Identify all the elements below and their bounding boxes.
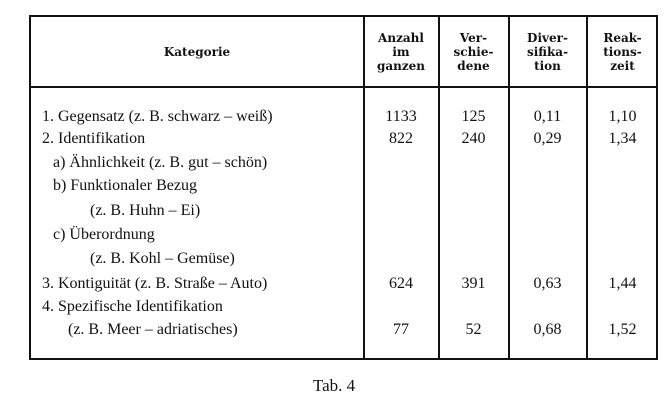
data-table [29, 15, 658, 360]
row-label: a) Ähnlichkeit (z. B. gut – schön) [53, 154, 268, 171]
cell-diversifikation: 0,29 [533, 130, 562, 147]
cell-reaktionszeit: 1,34 [608, 130, 637, 147]
table-caption: Tab. 4 [312, 376, 356, 395]
row-label: c) Überordnung [53, 226, 155, 243]
row-label: 3. Kontiguität (z. B. Straße – Auto) [42, 275, 268, 292]
cell-diversifikation: 0,68 [533, 321, 562, 338]
row-label: (z. B. Huhn – Ei) [90, 202, 201, 219]
cell-anzahl: 1133 [385, 108, 417, 125]
header-verschiedene: Ver- schie- dene [453, 30, 494, 73]
row-label: (z. B. Kohl – Gemüse) [90, 250, 235, 267]
cell-reaktionszeit: 1,52 [608, 321, 637, 338]
cell-reaktionszeit: 1,44 [608, 275, 637, 292]
cell-verschiedene: 391 [461, 275, 486, 292]
cell-diversifikation: 0,11 [533, 108, 562, 125]
cell-diversifikation: 0,63 [533, 275, 562, 292]
cell-verschiedene: 52 [465, 321, 482, 338]
row-label: b) Funktionaler Bezug [53, 177, 197, 194]
cell-verschiedene: 240 [461, 130, 486, 147]
header-divider [31, 86, 656, 88]
header-reaktionszeit: Reak- tions- zeit [603, 30, 642, 73]
header-kategorie: Kategorie [163, 44, 231, 59]
row-label: (z. B. Meer – adriatisches) [68, 321, 238, 338]
cell-anzahl: 822 [389, 130, 413, 147]
header-diversifikation: Diver- sifika- tion [526, 30, 569, 73]
row-label: 2. Identifikation [42, 130, 146, 147]
cell-anzahl: 77 [393, 321, 409, 338]
row-label: 4. Spezifische Identifikation [42, 298, 223, 315]
cell-verschiedene: 125 [461, 108, 486, 125]
cell-reaktionszeit: 1,10 [608, 108, 637, 125]
header-anzahl: Anzahl im ganzen [376, 30, 426, 73]
row-label: 1. Gegensatz (z. B. schwarz – weiß) [42, 108, 273, 125]
cell-anzahl: 624 [389, 275, 413, 292]
